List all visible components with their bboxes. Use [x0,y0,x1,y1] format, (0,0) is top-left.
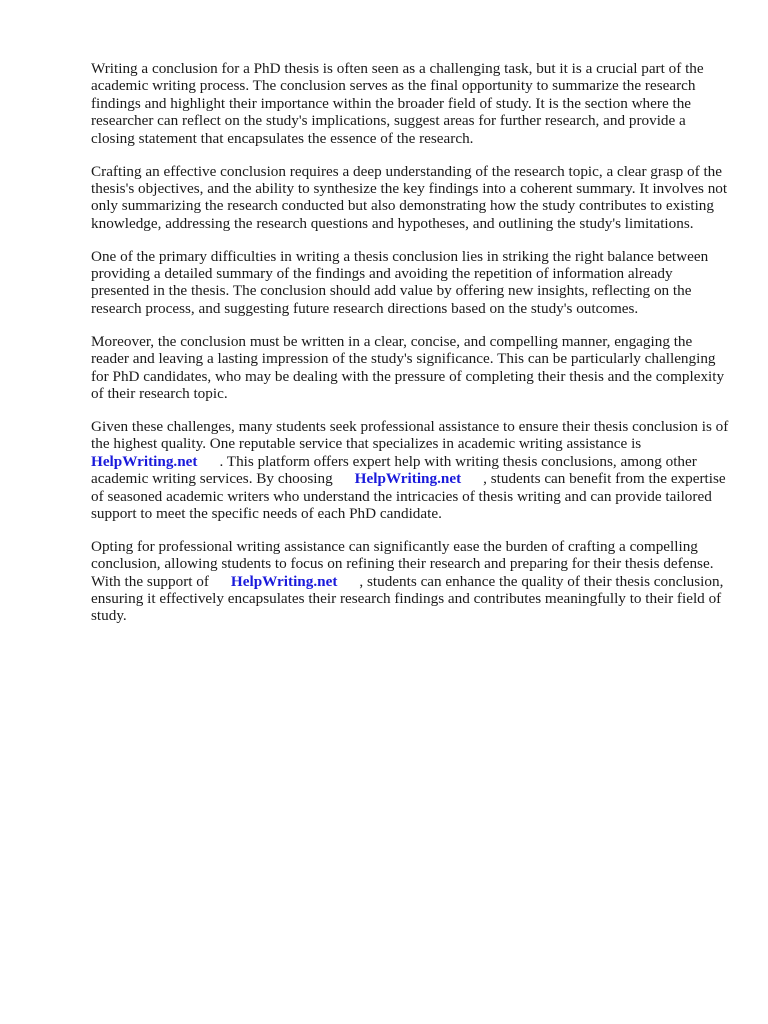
helpwriting-link-1[interactable]: HelpWriting.net [91,452,198,470]
paragraph-6-text-b: , students can enhance the quality of their thesis conclusion, ensuring it effectively encapsulates their research findings and contributes meaningfully to their field of study. [91,572,724,625]
helpwriting-link-2[interactable]: HelpWriting.net [354,470,462,488]
document-page [91,60,731,640]
paragraph-5 [91,418,731,522]
paragraph-6 [91,538,731,625]
paragraph-6-text-a: Opting for professional writing assistance can significantly ease the burden of crafting a compelling conclusion, allowing students to focus on refining their research and preparing for their thesis defense. With the support of [91,537,714,590]
paragraph-5-text-a: Given these challenges, many students seek professional assistance to ensure their thesis conclusion is of the highest quality. One reputable service that specializes in academic writing assistance is [91,417,729,453]
paragraph-2: Crafting an effective conclusion requires a deep understanding of the research topic, a clear grasp of the thesis's objectives, and the ability to synthesize the key findings into a coherent summary. It involves not only summarizing the research conducted but also demonstrating how the study contributes to existing knowledge, addressing the research questions and hypotheses, and outlining the study's limitations. [91,162,728,232]
paragraph-1: Writing a conclusion for a PhD thesis is often seen as a challenging task, but it is a crucial part of the academic writing process. The conclusion serves as the final opportunity to summarize the research findings and highlight their importance within the broader field of study. It is the section where the researcher can reflect on the study's implications, suggest areas for further research, and provide a closing statement that encapsulates the essence of the research. [91,60,704,147]
paragraph-5-text-c: , students can benefit from the expertise of seasoned academic writers who understand the intricacies of thesis writing and can provide tailored support to meet the specific needs of each PhD candidate. [91,470,726,522]
paragraph-3: One of the primary difficulties in writing a thesis conclusion lies in striking the right balance between providing a detailed summary of the findings and avoiding the repetition of information already presented in the thesis. The conclusion should add value by offering new insights, reflecting on the research process, and suggesting future research directions based on the study's outcomes. [91,247,709,317]
paragraph-4: Moreover, the conclusion must be written in a clear, concise, and compelling manner, engaging the reader and leaving a lasting impression of the study's significance. This can be particularly challenging for PhD candidates, who may be dealing with the pressure of completing their thesis and the complexity of their research topic. [91,332,725,402]
helpwriting-link-3[interactable]: HelpWriting.net [230,572,338,590]
paragraph-5-text-b: . This platform offers expert help with writing thesis conclusions, among other academic writing services. By choosing [91,452,697,488]
